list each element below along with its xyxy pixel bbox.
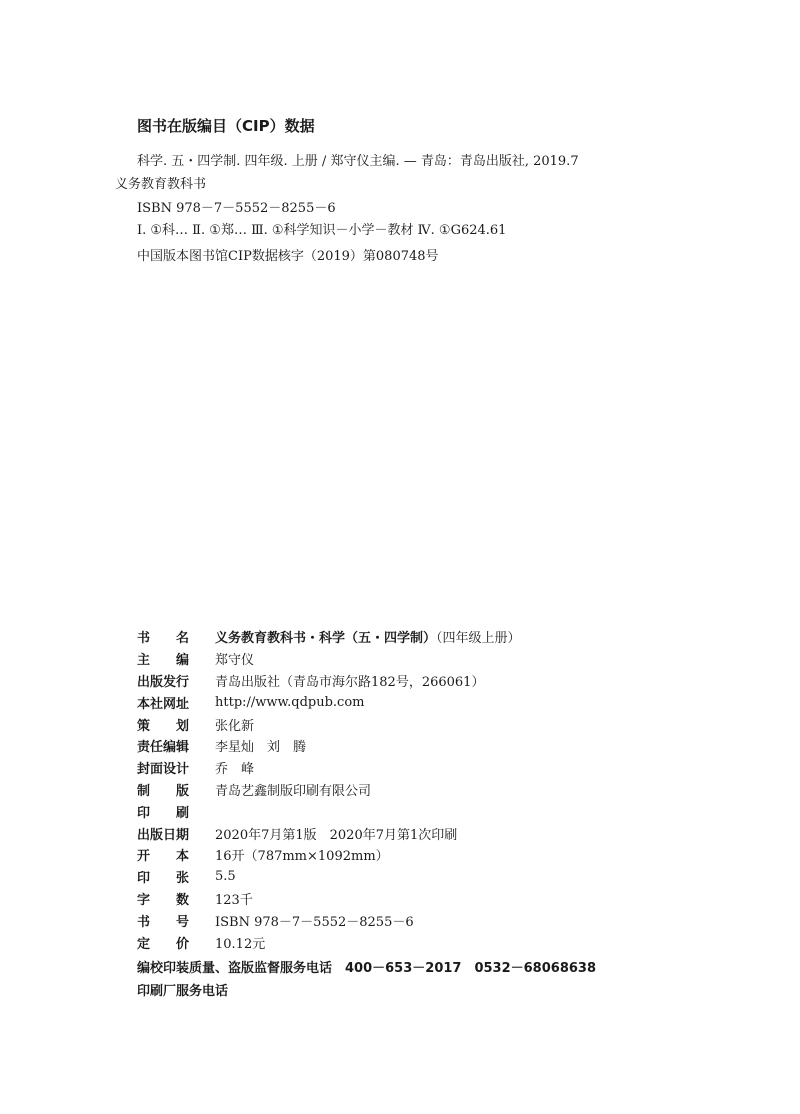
info-label-char: 主 bbox=[137, 653, 151, 669]
info-label-char: 价 bbox=[175, 936, 189, 952]
info-value: ISBN 978－7－5552－8255－6 bbox=[215, 914, 414, 930]
cip-series-line: 义务教育教科书 bbox=[115, 177, 207, 192]
info-value: 青岛艺鑫制版印刷有限公司 bbox=[215, 783, 372, 799]
info-value: 张化新 bbox=[215, 718, 255, 734]
publication-info-table bbox=[137, 626, 697, 953]
info-label bbox=[137, 867, 215, 886]
info-label bbox=[137, 802, 215, 821]
info-label bbox=[137, 715, 215, 734]
info-label-char: 定 bbox=[137, 936, 151, 952]
info-label bbox=[137, 649, 215, 668]
info-row-price bbox=[137, 931, 697, 953]
info-label-char: 版 bbox=[175, 783, 189, 799]
info-label-char: 书 bbox=[137, 914, 151, 930]
info-value: 李星灿 刘 腾 bbox=[215, 740, 307, 756]
info-value: http://www.qdpub.com bbox=[215, 694, 365, 710]
info-label: 出版发行 bbox=[137, 674, 190, 690]
info-value: 郑守仪 bbox=[215, 653, 255, 669]
info-label-char: 印 bbox=[137, 805, 151, 821]
info-label-char: 制 bbox=[137, 783, 151, 799]
info-label: 本社网址 bbox=[137, 696, 190, 712]
info-label-char: 号 bbox=[175, 914, 189, 930]
info-label-char: 名 bbox=[175, 631, 189, 647]
book-title-value: 义务教育教科书・科学（五・四学制） bbox=[215, 631, 437, 647]
info-label bbox=[137, 889, 215, 908]
info-label-char: 字 bbox=[137, 892, 151, 908]
info-value: 16开（787mm×1092mm） bbox=[215, 849, 389, 865]
info-label bbox=[137, 933, 215, 952]
info-row-sheets bbox=[137, 866, 697, 888]
info-row-title bbox=[137, 626, 697, 648]
info-label-char: 编 bbox=[175, 653, 189, 669]
cip-title: 图书在版编目（CIP）数据 bbox=[137, 117, 315, 135]
info-label-char: 数 bbox=[175, 892, 189, 908]
info-label-char: 开 bbox=[137, 849, 151, 865]
info-value: 10.12元 bbox=[215, 936, 266, 952]
info-label bbox=[137, 845, 215, 864]
info-value bbox=[215, 627, 521, 646]
info-label bbox=[137, 627, 215, 646]
cip-classification-line: Ⅰ. ①科… Ⅱ. ①郑… Ⅲ. ①科学知识－小学－教材 Ⅳ. ①G624.61 bbox=[137, 223, 507, 238]
info-row-isbn bbox=[137, 909, 697, 931]
info-label: 出版日期 bbox=[137, 827, 190, 843]
info-row-website bbox=[137, 691, 697, 713]
info-row-publisher bbox=[137, 670, 697, 692]
info-label bbox=[137, 911, 215, 930]
info-label-char: 书 bbox=[137, 631, 151, 647]
info-value: 乔 峰 bbox=[215, 762, 255, 778]
info-value: 123千 bbox=[215, 892, 253, 908]
info-label-char: 划 bbox=[175, 718, 189, 734]
info-row-printing bbox=[137, 800, 697, 822]
cip-catalog-line: 科学. 五・四学制. 四年级. 上册 / 郑守仪主编. — 青岛：青岛出版社, 2019.7 bbox=[137, 154, 579, 169]
info-label: 封面设计 bbox=[137, 762, 190, 778]
info-value: 2020年7月第1版 2020年7月第1次印刷 bbox=[215, 827, 458, 843]
info-row-word-count bbox=[137, 888, 697, 910]
info-label bbox=[137, 780, 215, 799]
info-label-char: 本 bbox=[175, 849, 189, 865]
info-value: 5.5 bbox=[215, 869, 236, 885]
info-label-char: 刷 bbox=[175, 805, 189, 821]
info-row-format bbox=[137, 844, 697, 866]
info-row-plate-making bbox=[137, 779, 697, 801]
cip-record-number-line: 中国版本图书馆CIP数据核字（2019）第080748号 bbox=[137, 249, 439, 264]
info-row-publish-date bbox=[137, 822, 697, 844]
quality-hotline-line: 编校印装质量、盗版监督服务电话 400－653－2017 0532－68068638 bbox=[137, 961, 596, 976]
info-label: 责任编辑 bbox=[137, 740, 190, 756]
info-row-cover-design bbox=[137, 757, 697, 779]
printer-hotline-line: 印刷厂服务电话 bbox=[137, 984, 229, 999]
info-label-char: 印 bbox=[137, 871, 151, 887]
info-row-planner bbox=[137, 713, 697, 735]
info-value: 青岛出版社（青岛市海尔路182号，266061） bbox=[215, 674, 485, 690]
info-label-char: 策 bbox=[137, 718, 151, 734]
cip-isbn-line: ISBN 978－7－5552－8255－6 bbox=[137, 201, 336, 216]
info-row-responsible-editor bbox=[137, 735, 697, 757]
book-volume-value: （四年级上册） bbox=[436, 631, 521, 647]
info-row-editor bbox=[137, 648, 697, 670]
info-label-char: 张 bbox=[175, 871, 189, 887]
